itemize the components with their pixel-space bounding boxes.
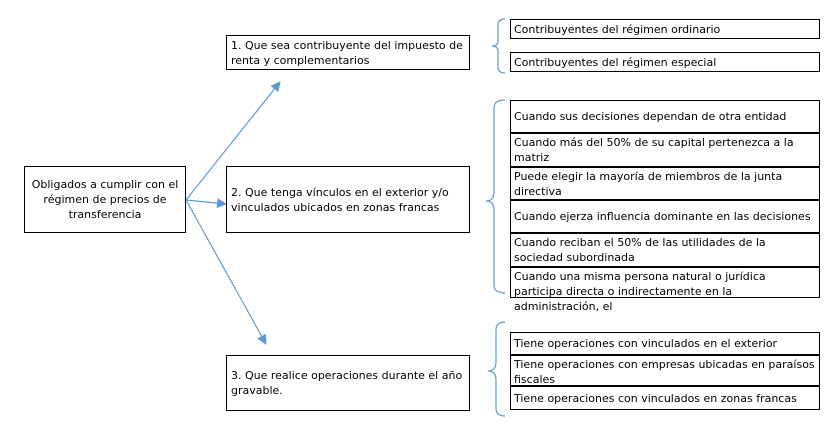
criterion-3-item-3 bbox=[510, 386, 820, 410]
criterion-3 bbox=[226, 355, 470, 411]
criterion-1-item-2 bbox=[510, 52, 820, 72]
criterion-1-item-1-text: Contribuyentes del régimen ordinario bbox=[514, 22, 721, 36]
root-node bbox=[24, 166, 186, 233]
criterion-2-item-4 bbox=[510, 200, 820, 233]
brace-criterion-3 bbox=[488, 322, 505, 416]
criterion-1 bbox=[226, 35, 470, 70]
criterion-2-item-4-text: Cuando ejerza influencia dominante en las decisiones bbox=[514, 210, 811, 223]
arrow-to-criterion-2 bbox=[186, 200, 226, 204]
criterion-2-item-3 bbox=[510, 167, 820, 200]
criterion-2-item-1 bbox=[510, 100, 820, 133]
criterion-3-item-1 bbox=[510, 332, 820, 355]
criterion-2-item-2-text: Cuando más del 50% de su capital pertenezca a la matriz bbox=[514, 136, 794, 164]
criterion-1-item-1 bbox=[510, 19, 820, 39]
criterion-2-item-3-text: Puede elegir la mayoría de miembros de la junta directiva bbox=[514, 170, 783, 198]
criterion-2-item-5 bbox=[510, 233, 820, 267]
criterion-3-item-1-text: Tiene operaciones con vinculados en el exterior bbox=[514, 337, 778, 350]
criterion-2-item-5-text: Cuando reciban el 50% de las utilidades de la sociedad subordinada bbox=[514, 236, 766, 264]
criterion-2-item-6-text: Cuando una misma persona natural o jurídica participa directa o indirectamente en la administración, el bbox=[514, 270, 766, 313]
criterion-3-item-3-text: Tiene operaciones con vinculados en zonas francas bbox=[514, 391, 797, 405]
criterion-1-item-2-text: Contribuyentes del régimen especial bbox=[514, 55, 717, 69]
criterion-2-item-1-text: Cuando sus decisiones dependan de otra entidad bbox=[514, 110, 787, 123]
criterion-2-item-2 bbox=[510, 133, 820, 167]
criterion-2-label: 2. Que tenga vínculos en el exterior y/o vinculados ubicados en zonas francas bbox=[231, 185, 449, 214]
criterion-1-label: 1. Que sea contribuyente del impuesto de renta y complementarios bbox=[231, 38, 463, 67]
brace-criterion-2 bbox=[486, 100, 505, 293]
root-label: Obligados a cumplir con el régimen de precios de transferencia bbox=[31, 178, 179, 221]
brace-criterion-1 bbox=[492, 19, 505, 73]
criterion-3-label: 3. Que realice operaciones durante el año gravable. bbox=[231, 369, 463, 397]
criterion-2 bbox=[226, 166, 470, 233]
criterion-2-item-6 bbox=[510, 267, 820, 313]
criterion-3-item-2 bbox=[510, 355, 820, 386]
criterion-3-item-2-text: Tiene operaciones con empresas ubicadas en paraísos fiscales bbox=[514, 358, 815, 386]
